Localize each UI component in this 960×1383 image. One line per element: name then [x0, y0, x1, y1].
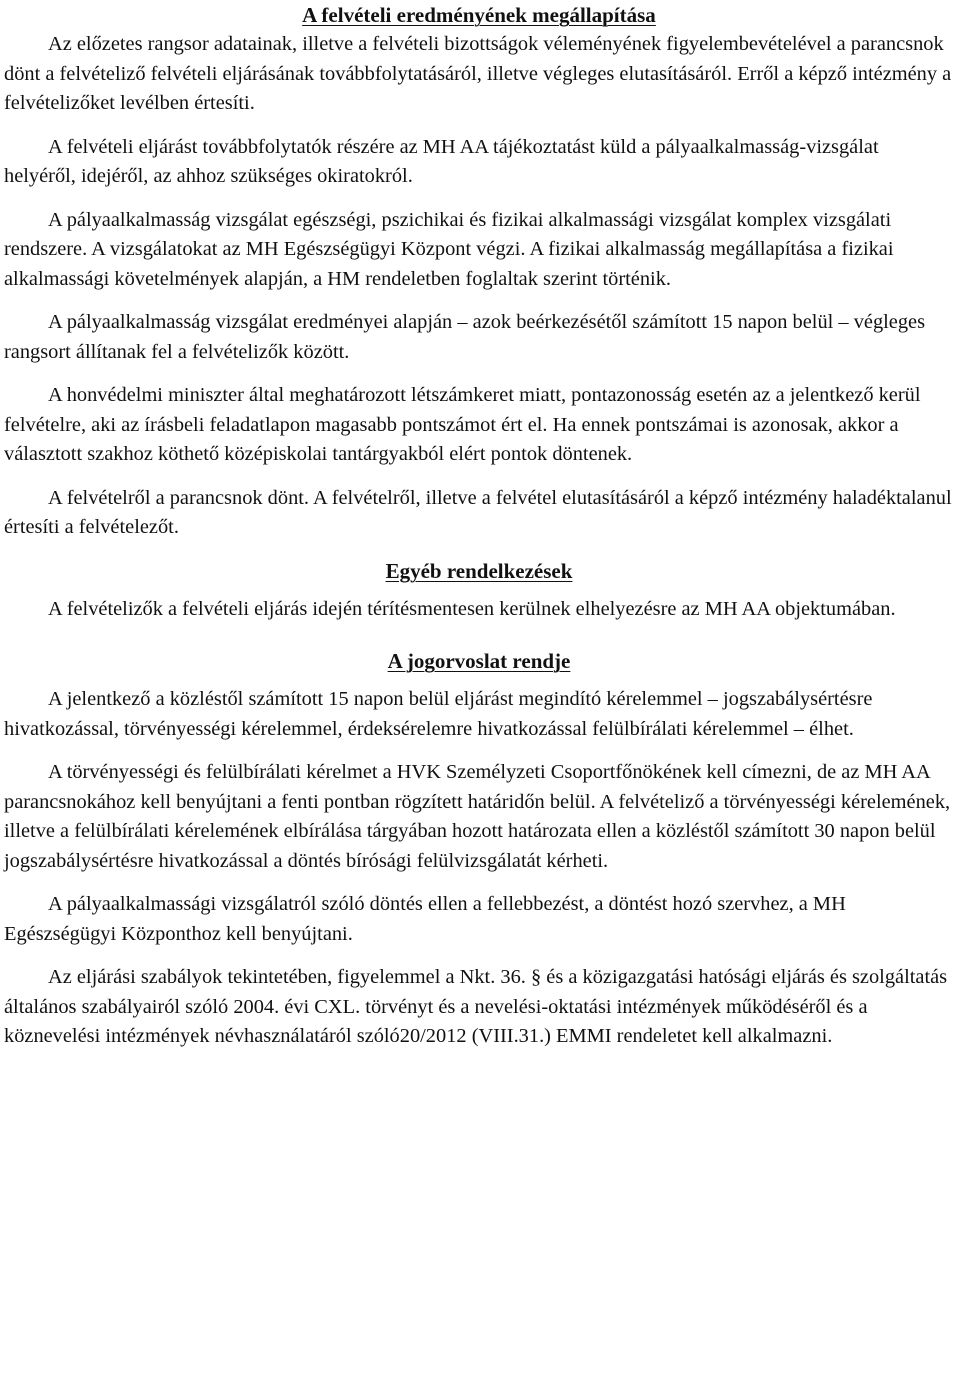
paragraph-accommodation: A felvételizők a felvételi eljárás idején térítésmentesen kerülnek elhelyezésre az MH AA objektumában. [48, 597, 896, 620]
document-page [4, 0, 954, 1052]
paragraph-decision: A felvételről a parancsnok dönt. A felvételről, illetve a felvétel elutasításáról a képző intézmény haladéktalanul értesíti a felvételezőt. [4, 486, 952, 538]
paragraph-final-ranking: A pályaalkalmasság vizsgálat eredményei alapján – azok beérkezésétől számított 15 napon belül – végleges rangsort állítanak fel a felvételizők között. [4, 311, 926, 363]
paragraph-aptitude-test: A pályaalkalmasság vizsgálat egészségi, pszichikai és fizikai alkalmassági vizsgálat komplex vizsgálati rendszere. A vizsgálatokat az MH Egészségügyi Központ végzi. A fizikai alkalmasság megállapítása a fizikai alkalmassági követelmények alapján, a HM rendeletben foglaltak szerint történik. [4, 208, 894, 290]
section-title-legal-remedy: A jogorvoslat rendje [387, 649, 571, 673]
paragraph-appeal: A pályaalkalmassági vizsgálatról szóló döntés ellen a fellebbezést, a döntést hozó szervhez, a MH Egészségügyi Központhoz kell benyújtani. [4, 893, 846, 945]
paragraph-remedy-request: A jelentkező a közléstől számított 15 napon belül eljárást megindító kérelemmel – jogszabálysértésre hivatkozással, törvényességi kérelemmel, érdeksérelemre hivatkozással felülbírálati kérelemmel – élhet. [4, 688, 873, 740]
paragraph-tie-break: A honvédelmi miniszter által meghatározott létszámkeret miatt, pontazonosság esetén az a jelentkező kerül felvételre, aki az írásbeli feladatlapon magasabb pontszámot ért el. Ha ennek pontszámai is azonosak, akkor a választott szakhoz köthető középiskolai tantárgyakból elért pontok döntenek. [4, 384, 921, 465]
paragraph-legality-review: A törvényességi és felülbírálati kérelmet a HVK Személyzeti Csoportfőnökének kell címezni, de az MH AA parancsnokához kell benyújtani a fenti pontban rögzített határidőn belül. A felvételiző a törvényességi kérelemének, illetve a felülbírálati kérelemének elbírálása tárgyában hozott határozata ellen a közléstől számított 30 napon belül jogszabálysértésre hivatkozással a döntés bírósági felülvizsgálatát kérheti. [4, 761, 951, 872]
section-title-other-provisions: Egyéb rendelkezések [385, 558, 573, 583]
paragraph-notification: A felvételi eljárást továbbfolytatók részére az MH AA tájékoztatást küld a pályaalkalmasság-vizsgálat helyéről, idejéről, az ahhoz szükséges okiratokról. [4, 135, 879, 187]
document-title: A felvételi eredményének megállapítása [302, 3, 656, 27]
paragraph-procedural-rules: Az eljárási szabályok tekintetében, figyelemmel a Nkt. 36. § és a közigazgatási hatósági eljárás és szolgáltatás általános szabályairól szóló 2004. évi CXL. törvényt és a nevelési-oktatási intézmények működéséről és a köznevelési intézmények névhasználatáról szóló20/2012 (VIII.31.) EMMI rendeletet kell alkalmazni. [4, 966, 948, 1047]
paragraph-intro: Az előzetes rangsor adatainak, illetve a felvételi bizottságok véleményének figyelembevételével a parancsnok dönt a felvételiző felvételi eljárásának továbbfolytatásáról, illetve végleges elutasításáról. Erről a képző intézmény a felvételizőket levélben értesíti. [4, 33, 952, 114]
